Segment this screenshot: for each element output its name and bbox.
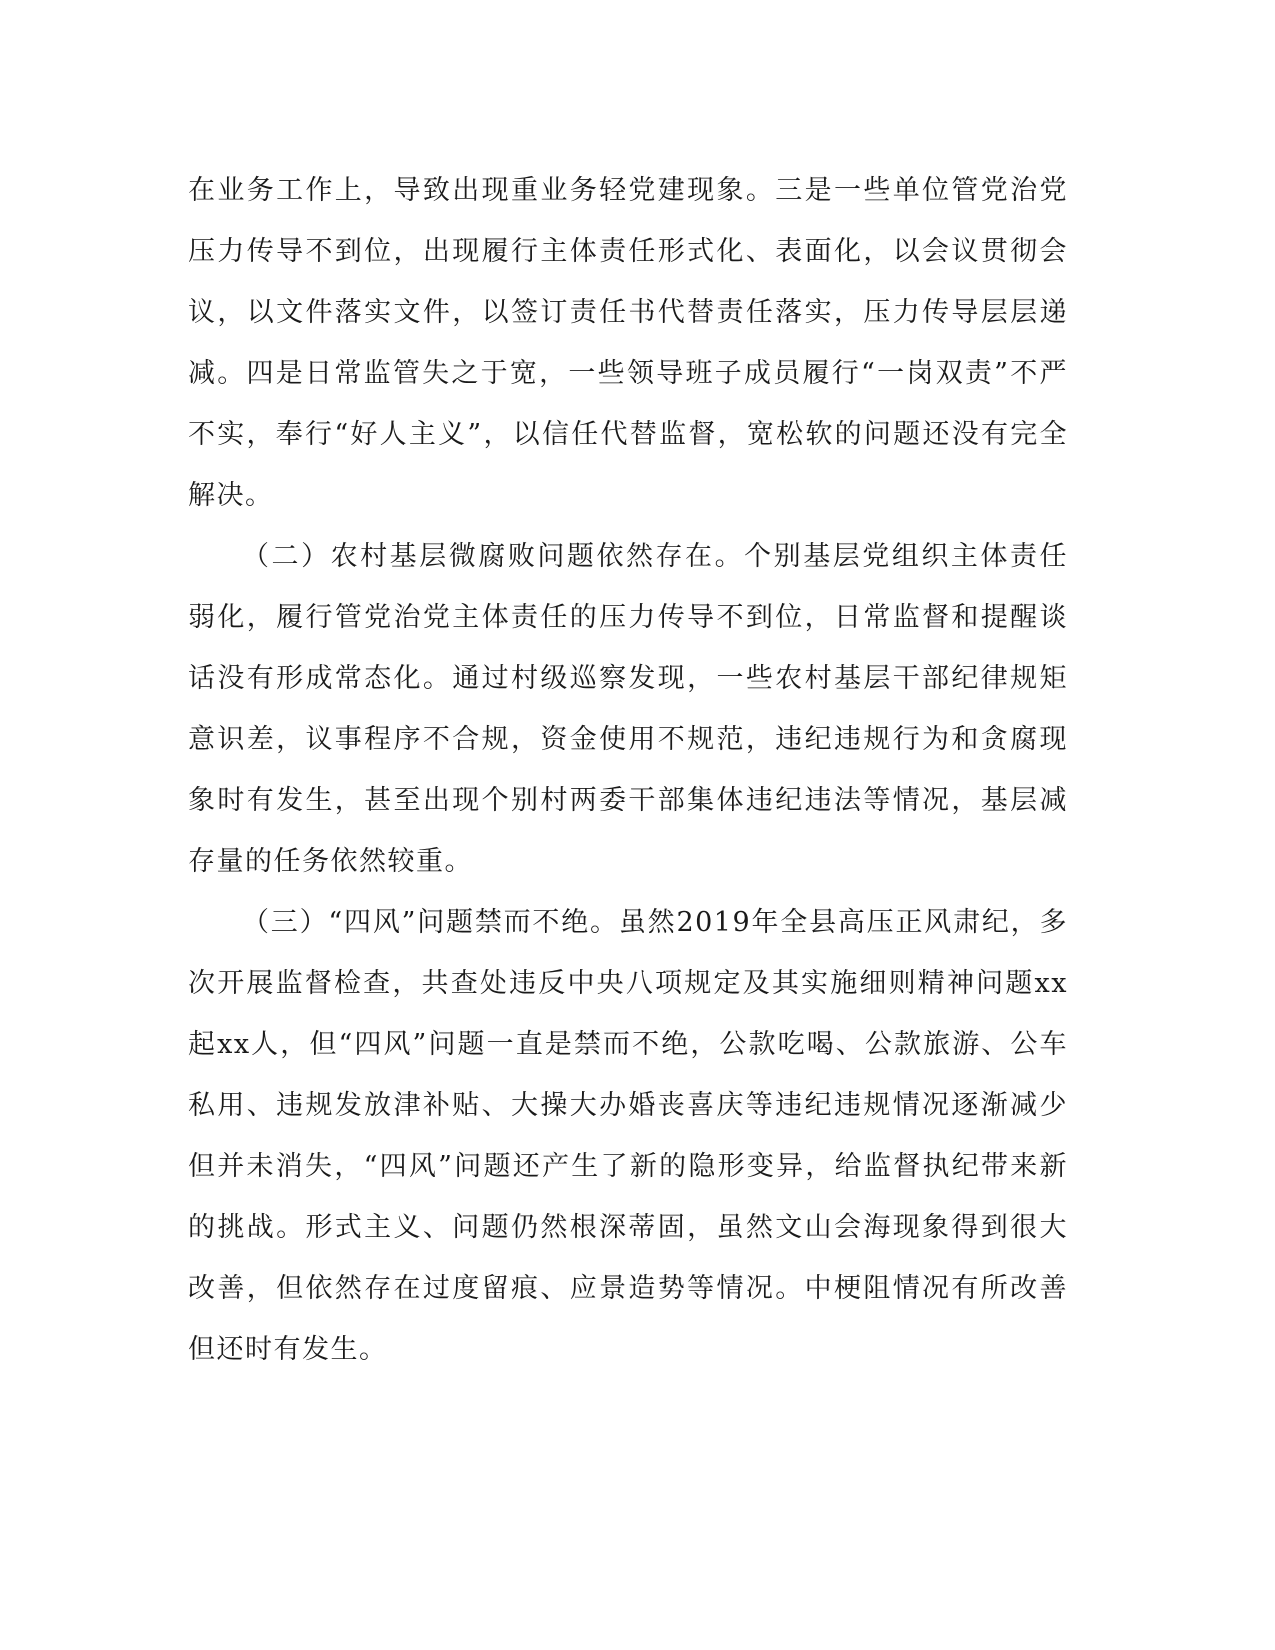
document-body <box>188 160 1068 1380</box>
paragraph-four-winds: （三）“四风”问题禁而不绝。虽然2019年全县高压正风肃纪，多次开展监督检查，共查处违反中央八项规定及其实施细则精神问题xx起xx人，但“四风”问题一直是禁而不绝，公款吃喝、公款旅游、公车私用、违规发放津补贴、大操大办婚丧喜庆等违纪违规情况逐渐减少但并未消失，“四风”问题还产生了新的隐形变异，给监督执纪带来新的挑战。形式主义、问题仍然根深蒂固，虽然文山会海现象得到很大改善，但依然存在过度留痕、应景造势等情况。中梗阻情况有所改善但还时有发生。 <box>188 907 1068 1365</box>
paragraph-continuation: 在业务工作上，导致出现重业务轻党建现象。三是一些单位管党治党压力传导不到位，出现履行主体责任形式化、表面化，以会议贯彻会议，以文件落实文件，以签订责任书代替责任落实，压力传导层层递减。四是日常监管失之于宽，一些领导班子成员履行“一岗双责”不严不实，奉行“好人主义”，以信任代替监督，宽松软的问题还没有完全解决。 <box>188 175 1068 511</box>
paragraph-rural-corruption: （二）农村基层微腐败问题依然存在。个别基层党组织主体责任弱化，履行管党治党主体责任的压力传导不到位，日常监督和提醒谈话没有形成常态化。通过村级巡察发现，一些农村基层干部纪律规矩意识差，议事程序不合规，资金使用不规范，违纪违规行为和贪腐现象时有发生，甚至出现个别村两委干部集体违纪违法等情况，基层减存量的任务依然较重。 <box>188 541 1068 877</box>
